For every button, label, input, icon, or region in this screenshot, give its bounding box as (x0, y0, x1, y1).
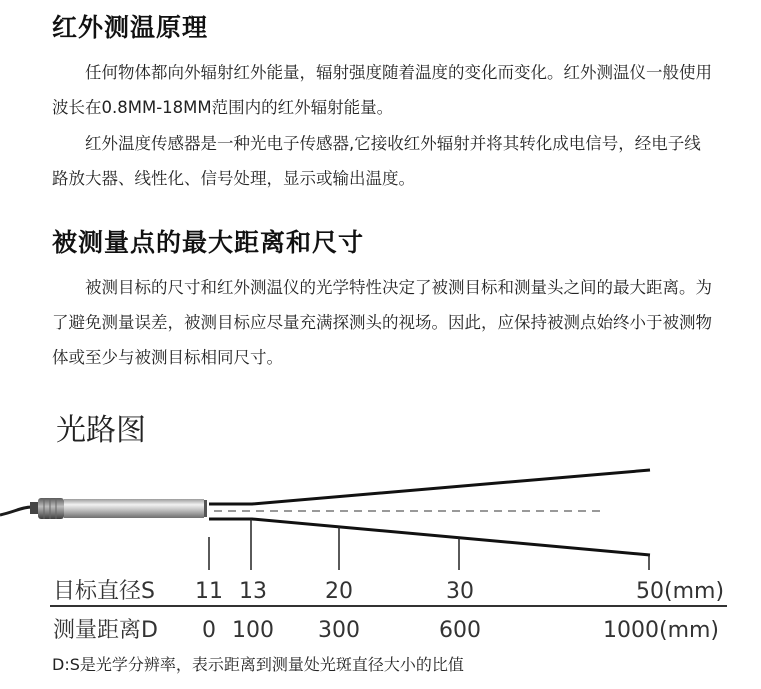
distance-value: 600 (439, 618, 481, 643)
diagram-footnote: D:S是光学分辨率，表示距离到测量处光斑直径大小的比值 (52, 655, 464, 674)
target-value: 20 (325, 579, 353, 604)
diagram-title: 光路图 (56, 413, 146, 448)
distance-value: 0 (202, 618, 216, 643)
target-value: 11 (195, 579, 223, 604)
optical-path-lower-line (209, 519, 650, 555)
distance-value: 1000(mm) (603, 618, 720, 643)
paragraph-principle-2: 红外温度传感器是一种光电子传感器,它接收红外辐射并将其转化成电信号，经电子线路放大器、线性化、信号处理，显示或输出温度。 (52, 134, 701, 188)
target-value: 50(mm) (636, 579, 725, 604)
section-title-principle: 红外测温原理 (52, 13, 209, 42)
target-value: 30 (446, 579, 474, 604)
distance-label: 测量距离D (53, 618, 158, 643)
target-value: 13 (239, 579, 267, 604)
optical-path-diagram (0, 455, 761, 650)
distance-value: 300 (318, 618, 360, 643)
section-title-distance: 被测量点的最大距离和尺寸 (52, 228, 365, 257)
optical-path-upper-line (209, 470, 650, 504)
paragraph-distance: 被测目标的尺寸和红外测温仪的光学特性决定了被测目标和测量头之间的最大距离。为了避免测量误差，被测目标应尽量充满探测头的视场。因此，应保持被测点始终小于被测物体或至少与被测目标相同尺寸。 (52, 278, 712, 367)
sensor-cable (0, 507, 32, 515)
target-diameter-label: 目标直径S (53, 579, 155, 604)
distance-value: 100 (232, 618, 274, 643)
sensor-probe-icon (30, 498, 207, 519)
paragraph-principle-1: 任何物体都向外辐射红外能量，辐射强度随着温度的变化而变化。红外测温仪一般使用波长在0.8MM-18MM范围内的红外辐射能量。 (52, 63, 712, 117)
